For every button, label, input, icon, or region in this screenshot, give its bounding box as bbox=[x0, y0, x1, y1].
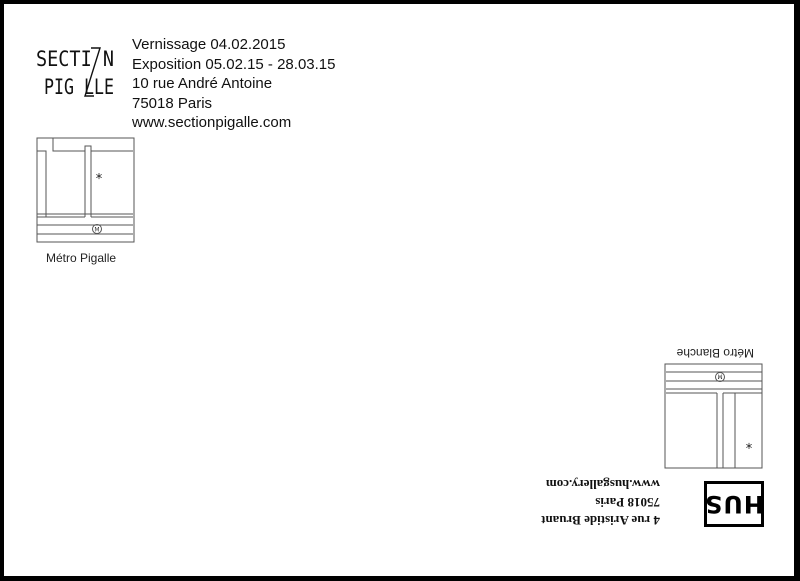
blanche-map bbox=[663, 361, 763, 469]
hus-website-link[interactable]: www.husgallery.com bbox=[545, 477, 660, 492]
exposition-line: Exposition 05.02.15 - 28.03.15 bbox=[132, 55, 336, 73]
hus-city-postcode: 75018 Paris bbox=[595, 495, 660, 510]
metro-icon: M bbox=[94, 226, 100, 234]
hus-address bbox=[541, 475, 660, 529]
hus-street-address: 4 rue Aristide Bruant bbox=[541, 513, 660, 528]
svg-text:PIG LLE: PIG LLE bbox=[44, 75, 114, 99]
vernissage-line: Vernissage 04.02.2015 bbox=[132, 36, 286, 53]
gallery-marker: * bbox=[95, 172, 103, 187]
hus-gallery-marker: * bbox=[745, 435, 753, 450]
blanche-map-caption: Métro Blanche bbox=[676, 346, 754, 360]
svg-text:SECTI N: SECTI N bbox=[36, 47, 114, 71]
pigalle-map-caption: Métro Pigalle bbox=[46, 251, 117, 265]
website-link[interactable]: www.sectionpigalle.com bbox=[132, 114, 292, 131]
city-postcode: 75018 Paris bbox=[132, 94, 213, 112]
street-address: 10 rue André Antoine bbox=[132, 75, 273, 92]
blanche-metro-icon: M bbox=[717, 372, 723, 380]
hus-logo: HUS bbox=[704, 481, 764, 527]
